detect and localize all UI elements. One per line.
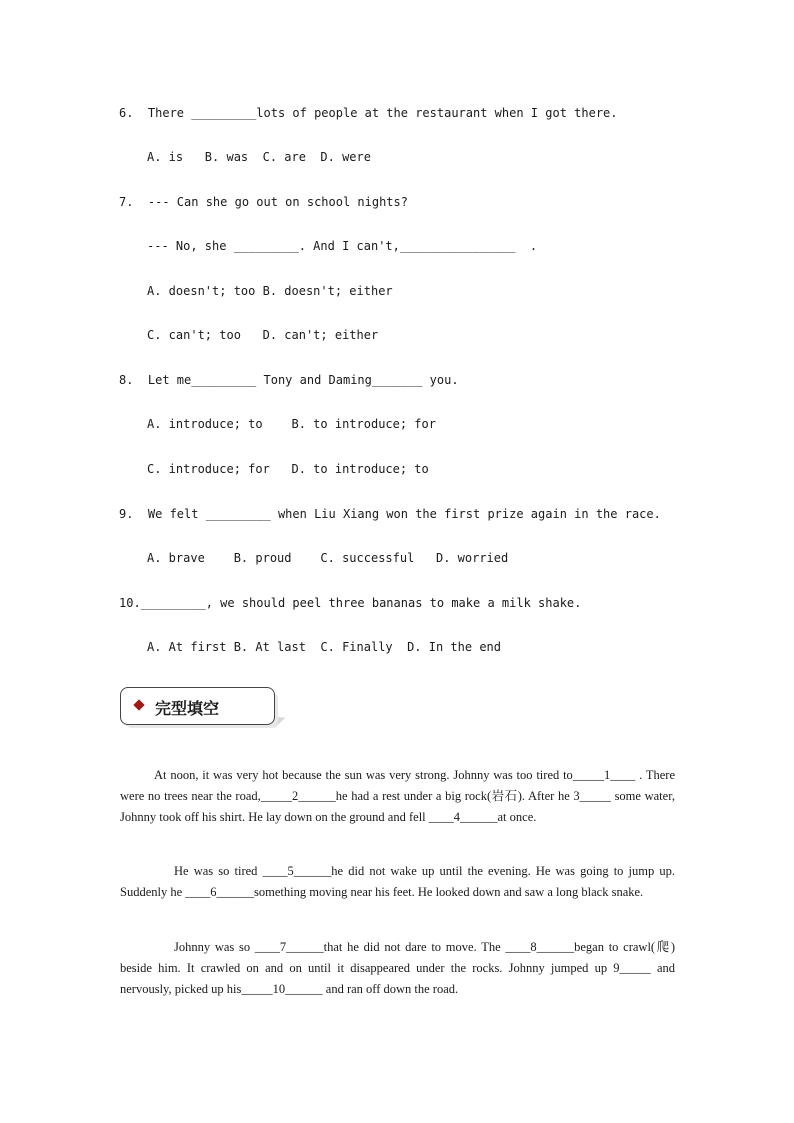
cloze-paragraph-1: At noon, it was very hot because the sun was very strong. Johnny was too tired to_____1____ . There were no trees near the road,_____2______he had a rest under a big rock(岩石). After he 3_____ some water, Johnny took off his shirt. He lay down on the ground and fell ____4______at once.: [120, 768, 675, 824]
question-8-options-a: A. introduce; to B. to introduce; for: [147, 417, 436, 431]
question-7-reply: --- No, she _________. And I can't,________________ .: [147, 239, 538, 253]
question-7: 7. --- Can she go out on school nights?: [119, 195, 408, 209]
question-10: 10._________, we should peel three bananas to make a milk shake.: [119, 596, 582, 610]
cloze-paragraph-2: He was so tired ____5______he did not wake up until the evening. He was going to jump up. Suddenly he ____6______something moving near his feet. He looked down and saw a long black snake.: [120, 864, 675, 899]
question-6: 6. There _________lots of people at the restaurant when I got there.: [119, 106, 618, 120]
question-10-options: A. At first B. At last C. Finally D. In the end: [147, 640, 502, 654]
question-7-options-b: C. can't; too D. can't; either: [147, 328, 379, 342]
cloze-paragraph-3: Johnny was so ____7______that he did not dare to move. The ____8______began to crawl(爬) beside him. It crawled on and on until it disappeared under the rocks. Johnny jumped up 9_____ and nervously, picked up his_____10______ and ran off down the road.: [120, 940, 675, 996]
question-9: 9. We felt _________ when Liu Xiang won the first prize again in the race.: [119, 507, 661, 521]
question-6-options: A. is B. was C. are D. were: [147, 150, 371, 164]
question-9-options: A. brave B. proud C. successful D. worried: [147, 551, 509, 565]
question-8-options-b: C. introduce; for D. to introduce; to: [147, 462, 429, 476]
question-8: 8. Let me_________ Tony and Daming_______ you.: [119, 373, 459, 387]
section-title: 完型填空: [155, 699, 220, 718]
question-7-options-a: A. doesn't; too B. doesn't; either: [147, 284, 393, 298]
